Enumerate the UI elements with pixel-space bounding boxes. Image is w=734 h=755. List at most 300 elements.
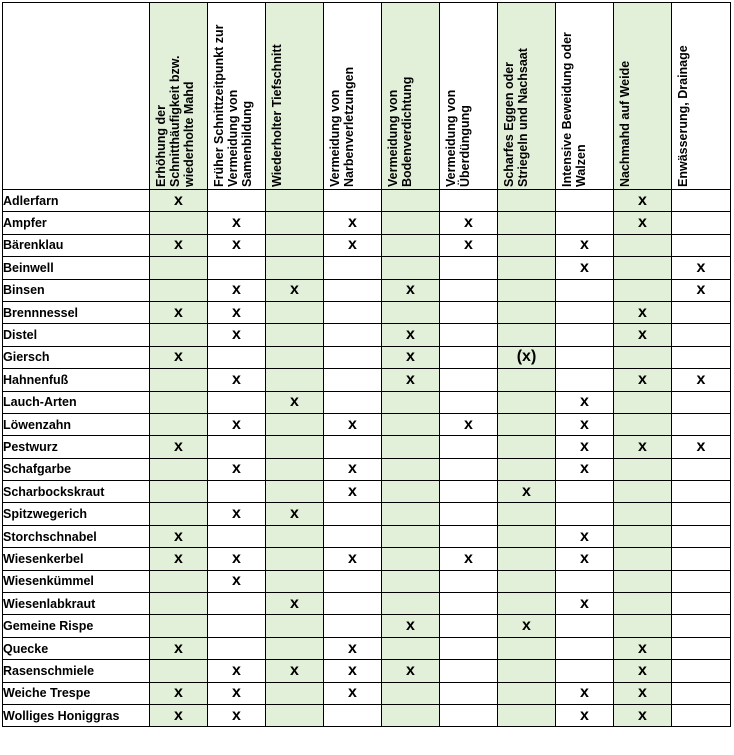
measure-cell: x (324, 660, 382, 682)
measure-cell (266, 190, 324, 212)
measure-cell: x (324, 212, 382, 234)
measure-cell: x (614, 436, 672, 458)
plant-name-cell: Adlerfarn (3, 190, 150, 212)
measure-cell (266, 257, 324, 279)
plant-name-cell: Scharbockskraut (3, 481, 150, 503)
measure-cell (498, 391, 556, 413)
measure-cell (440, 704, 498, 726)
measure-cell: x (208, 234, 266, 256)
measure-cell: x (208, 503, 266, 525)
table-row (3, 436, 731, 458)
measure-cell: x (382, 369, 440, 391)
measure-cell (614, 525, 672, 547)
measure-cell (208, 190, 266, 212)
column-header-label: Vermeidung von Bodenverdichtung (386, 76, 414, 187)
plant-name-cell: Spitzwegerich (3, 503, 150, 525)
measure-cell (324, 704, 382, 726)
measure-cell (498, 324, 556, 346)
column-header-5 (382, 3, 440, 190)
table-row (3, 279, 731, 301)
measure-cell (498, 682, 556, 704)
plant-name-cell: Wiesenkümmel (3, 570, 150, 592)
measure-cell (150, 391, 208, 413)
measure-cell (266, 615, 324, 637)
weed-measures-table (2, 2, 731, 727)
measure-cell (672, 548, 731, 570)
measure-cell: x (614, 212, 672, 234)
measure-cell (324, 369, 382, 391)
measure-cell (556, 503, 614, 525)
measure-cell: x (208, 570, 266, 592)
measure-cell (266, 570, 324, 592)
column-header-label: Früher Schnittzeitpunkt zur Vermeidung von Samenbildung (212, 24, 254, 187)
measure-cell (440, 503, 498, 525)
measure-cell: x (208, 704, 266, 726)
measure-cell (324, 301, 382, 323)
measure-cell (382, 234, 440, 256)
measure-cell (150, 413, 208, 435)
plant-name-cell: Giersch (3, 346, 150, 368)
measure-cell: x (266, 660, 324, 682)
measure-cell (150, 279, 208, 301)
measure-cell (150, 615, 208, 637)
measure-cell: x (150, 548, 208, 570)
table-row (3, 615, 731, 637)
measure-cell (556, 346, 614, 368)
measure-cell (614, 548, 672, 570)
measure-cell: x (150, 301, 208, 323)
measure-cell (440, 525, 498, 547)
measure-cell: x (556, 704, 614, 726)
measure-cell (324, 570, 382, 592)
measure-cell (440, 391, 498, 413)
table-row (3, 525, 731, 547)
measure-cell (672, 682, 731, 704)
column-header-label: Vermeidung von Überdüngung (444, 89, 472, 187)
measure-cell (382, 257, 440, 279)
measure-cell (498, 548, 556, 570)
measure-cell: x (324, 413, 382, 435)
table-row (3, 391, 731, 413)
measure-cell (672, 570, 731, 592)
measure-cell (150, 458, 208, 480)
measure-cell: x (150, 346, 208, 368)
measure-cell (208, 257, 266, 279)
measure-cell: x (150, 525, 208, 547)
column-header-label: Scharfes Eggen oder Striegeln und Nachsaat (502, 48, 530, 187)
table-row (3, 458, 731, 480)
column-header-label: Wiederholter Tiefschnitt (270, 44, 284, 187)
measure-cell (208, 436, 266, 458)
measure-cell: x (324, 234, 382, 256)
measure-cell: x (324, 458, 382, 480)
column-header-label: Erhöhung der Schnitthäufigkeit bzw. wiederholte Mahd (154, 55, 196, 187)
measure-cell (614, 503, 672, 525)
measure-cell (614, 570, 672, 592)
plant-name-cell: Binsen (3, 279, 150, 301)
corner-cell (3, 3, 150, 190)
plant-name-cell: Wiesenkerbel (3, 548, 150, 570)
measure-cell (614, 234, 672, 256)
measure-cell (672, 593, 731, 615)
plant-name-cell: Pestwurz (3, 436, 150, 458)
measure-cell (324, 593, 382, 615)
measure-cell (150, 481, 208, 503)
measure-cell (324, 525, 382, 547)
measure-cell (498, 503, 556, 525)
measure-cell (382, 682, 440, 704)
measure-cell: x (556, 391, 614, 413)
measure-cell: x (150, 682, 208, 704)
table-row (3, 190, 731, 212)
measure-cell: x (440, 234, 498, 256)
measure-cell (266, 301, 324, 323)
measure-cell (614, 257, 672, 279)
measure-cell (498, 436, 556, 458)
table-row (3, 212, 731, 234)
measure-cell: x (150, 436, 208, 458)
measure-cell: x (208, 324, 266, 346)
measure-cell (498, 234, 556, 256)
measure-cell (440, 637, 498, 659)
measure-cell (614, 458, 672, 480)
measure-cell (556, 190, 614, 212)
measure-cell: x (556, 436, 614, 458)
measure-cell (556, 369, 614, 391)
measure-cell (266, 525, 324, 547)
measure-cell (382, 212, 440, 234)
table-row (3, 548, 731, 570)
table-row (3, 481, 731, 503)
table-row (3, 346, 731, 368)
measure-cell: x (556, 682, 614, 704)
measure-cell: x (208, 212, 266, 234)
column-header-2 (208, 3, 266, 190)
plant-name-cell: Hahnenfuß (3, 369, 150, 391)
table-row (3, 257, 731, 279)
measure-cell: x (208, 279, 266, 301)
measure-cell (324, 615, 382, 637)
measures-table-wrapper (2, 2, 731, 727)
table-body (3, 190, 731, 727)
column-header-10 (672, 3, 731, 190)
measure-cell (150, 503, 208, 525)
measure-cell (672, 324, 731, 346)
measure-cell (498, 704, 556, 726)
column-header-3 (266, 3, 324, 190)
measure-cell (556, 279, 614, 301)
measure-cell: x (440, 212, 498, 234)
measure-cell: x (150, 234, 208, 256)
measure-cell: x (208, 458, 266, 480)
measure-cell (208, 481, 266, 503)
measure-cell (382, 436, 440, 458)
measure-cell: x (556, 593, 614, 615)
measure-cell (672, 212, 731, 234)
measure-cell: x (614, 324, 672, 346)
column-header-label: Enwässerung, Drainage (676, 45, 690, 187)
measure-cell (672, 637, 731, 659)
plant-name-cell: Rasenschmiele (3, 660, 150, 682)
measure-cell (382, 548, 440, 570)
measure-cell: x (324, 548, 382, 570)
plant-name-cell: Löwenzahn (3, 413, 150, 435)
measure-cell (672, 234, 731, 256)
measure-cell: x (440, 413, 498, 435)
measure-cell (556, 301, 614, 323)
plant-name-cell: Beinwell (3, 257, 150, 279)
measure-cell: x (208, 548, 266, 570)
measure-cell: x (266, 503, 324, 525)
measure-cell: x (614, 682, 672, 704)
measure-cell (498, 570, 556, 592)
measure-cell (498, 525, 556, 547)
measure-cell: x (556, 525, 614, 547)
measure-cell (208, 346, 266, 368)
measure-cell (324, 436, 382, 458)
measure-cell (498, 593, 556, 615)
measure-cell (382, 413, 440, 435)
measure-cell (614, 391, 672, 413)
measure-cell (266, 458, 324, 480)
measure-cell: x (556, 458, 614, 480)
measure-cell (150, 570, 208, 592)
measure-cell (382, 190, 440, 212)
measure-cell: x (498, 615, 556, 637)
measure-cell (440, 660, 498, 682)
measure-cell (440, 481, 498, 503)
measure-cell (440, 301, 498, 323)
measure-cell: x (614, 660, 672, 682)
measure-cell (672, 481, 731, 503)
measure-cell (672, 413, 731, 435)
measure-cell (382, 704, 440, 726)
measure-cell (440, 346, 498, 368)
measure-cell (208, 615, 266, 637)
plant-name-cell: Ampfer (3, 212, 150, 234)
measure-cell (614, 346, 672, 368)
measure-cell: x (614, 637, 672, 659)
measure-cell: x (556, 257, 614, 279)
measure-cell (382, 458, 440, 480)
measure-cell (498, 369, 556, 391)
measure-cell: x (208, 413, 266, 435)
column-header-label: Vermeidung von Narbenverletzungen (328, 66, 356, 187)
measure-cell (440, 682, 498, 704)
table-row (3, 324, 731, 346)
measure-cell: x (382, 279, 440, 301)
measure-cell (208, 593, 266, 615)
measure-cell (266, 436, 324, 458)
measure-cell (382, 503, 440, 525)
measure-cell (672, 301, 731, 323)
column-header-8 (556, 3, 614, 190)
measure-cell: x (150, 637, 208, 659)
measure-cell (498, 458, 556, 480)
measure-cell: x (266, 391, 324, 413)
measure-cell (672, 346, 731, 368)
measure-cell (440, 324, 498, 346)
plant-name-cell: Wiesenlabkraut (3, 593, 150, 615)
measure-cell (440, 279, 498, 301)
column-header-label: Intensive Beweidung oder Walzen (560, 32, 588, 187)
measure-cell (382, 481, 440, 503)
measure-cell (382, 525, 440, 547)
plant-name-cell: Storchschnabel (3, 525, 150, 547)
measure-cell (498, 279, 556, 301)
measure-cell: x (614, 190, 672, 212)
table-row (3, 593, 731, 615)
measure-cell (324, 346, 382, 368)
measure-cell (150, 257, 208, 279)
measure-cell (208, 525, 266, 547)
measure-cell: x (382, 346, 440, 368)
measure-cell (324, 503, 382, 525)
measure-cell (324, 324, 382, 346)
measure-cell: x (208, 369, 266, 391)
measure-cell: x (672, 369, 731, 391)
measure-cell (440, 190, 498, 212)
measure-cell: x (266, 279, 324, 301)
measure-cell (672, 458, 731, 480)
table-row (3, 369, 731, 391)
measure-cell (498, 190, 556, 212)
measure-cell (324, 190, 382, 212)
measure-cell (266, 682, 324, 704)
measure-cell (440, 257, 498, 279)
measure-cell (440, 436, 498, 458)
measure-cell (382, 570, 440, 592)
measure-cell (266, 704, 324, 726)
measure-cell (266, 548, 324, 570)
measure-cell: x (556, 548, 614, 570)
header-row (3, 3, 731, 190)
measure-cell (672, 660, 731, 682)
measure-cell (382, 593, 440, 615)
table-row (3, 660, 731, 682)
measure-cell (556, 324, 614, 346)
measure-cell (382, 301, 440, 323)
measure-cell (440, 593, 498, 615)
plant-name-cell: Lauch-Arten (3, 391, 150, 413)
measure-cell: x (614, 301, 672, 323)
table-row (3, 234, 731, 256)
measure-cell (614, 413, 672, 435)
measure-cell (498, 257, 556, 279)
measure-cell (556, 570, 614, 592)
measure-cell (672, 525, 731, 547)
measure-cell: x (382, 615, 440, 637)
measure-cell (150, 593, 208, 615)
measure-cell: x (614, 369, 672, 391)
measure-cell (498, 212, 556, 234)
measure-cell: x (150, 704, 208, 726)
plant-name-cell: Gemeine Rispe (3, 615, 150, 637)
measure-cell: x (556, 413, 614, 435)
measure-cell (498, 301, 556, 323)
measure-cell (556, 660, 614, 682)
plant-name-cell: Wolliges Honiggras (3, 704, 150, 726)
measure-cell: x (382, 660, 440, 682)
measure-cell (556, 615, 614, 637)
measure-cell (614, 481, 672, 503)
measure-cell: (x) (498, 346, 556, 368)
measure-cell: x (440, 548, 498, 570)
measure-cell (556, 481, 614, 503)
measure-cell (498, 637, 556, 659)
measure-cell (614, 615, 672, 637)
measure-cell (382, 637, 440, 659)
measure-cell (382, 391, 440, 413)
measure-cell (324, 279, 382, 301)
plant-name-cell: Quecke (3, 637, 150, 659)
measure-cell (150, 369, 208, 391)
measure-cell (150, 212, 208, 234)
column-header-7 (498, 3, 556, 190)
measure-cell: x (266, 593, 324, 615)
column-header-9 (614, 3, 672, 190)
measure-cell: x (672, 279, 731, 301)
measure-cell (556, 212, 614, 234)
measure-cell (266, 413, 324, 435)
table-row (3, 301, 731, 323)
plant-name-cell: Weiche Trespe (3, 682, 150, 704)
table-row (3, 704, 731, 726)
measure-cell (266, 481, 324, 503)
measure-cell (614, 593, 672, 615)
measure-cell (266, 234, 324, 256)
plant-name-cell: Schafgarbe (3, 458, 150, 480)
measure-cell (266, 346, 324, 368)
measure-cell (208, 637, 266, 659)
measure-cell (266, 324, 324, 346)
measure-cell: x (614, 704, 672, 726)
measure-cell (440, 570, 498, 592)
measure-cell: x (208, 660, 266, 682)
measure-cell (556, 637, 614, 659)
measure-cell: x (208, 682, 266, 704)
measure-cell: x (382, 324, 440, 346)
measure-cell (498, 413, 556, 435)
measure-cell: x (208, 301, 266, 323)
table-row (3, 637, 731, 659)
table-row (3, 570, 731, 592)
column-header-4 (324, 3, 382, 190)
measure-cell (266, 637, 324, 659)
plant-name-cell: Bärenklau (3, 234, 150, 256)
plant-name-cell: Brennnessel (3, 301, 150, 323)
measure-cell (440, 615, 498, 637)
measure-cell (672, 503, 731, 525)
measure-cell (266, 369, 324, 391)
measure-cell (672, 704, 731, 726)
measure-cell: x (324, 682, 382, 704)
measure-cell: x (324, 481, 382, 503)
measure-cell (672, 391, 731, 413)
measure-cell: x (324, 637, 382, 659)
measure-cell (324, 257, 382, 279)
measure-cell: x (498, 481, 556, 503)
measure-cell (440, 458, 498, 480)
measure-cell (614, 279, 672, 301)
table-row (3, 682, 731, 704)
measure-cell (150, 660, 208, 682)
measure-cell: x (150, 190, 208, 212)
measure-cell (208, 391, 266, 413)
column-header-6 (440, 3, 498, 190)
plant-name-cell: Distel (3, 324, 150, 346)
measure-cell (324, 391, 382, 413)
